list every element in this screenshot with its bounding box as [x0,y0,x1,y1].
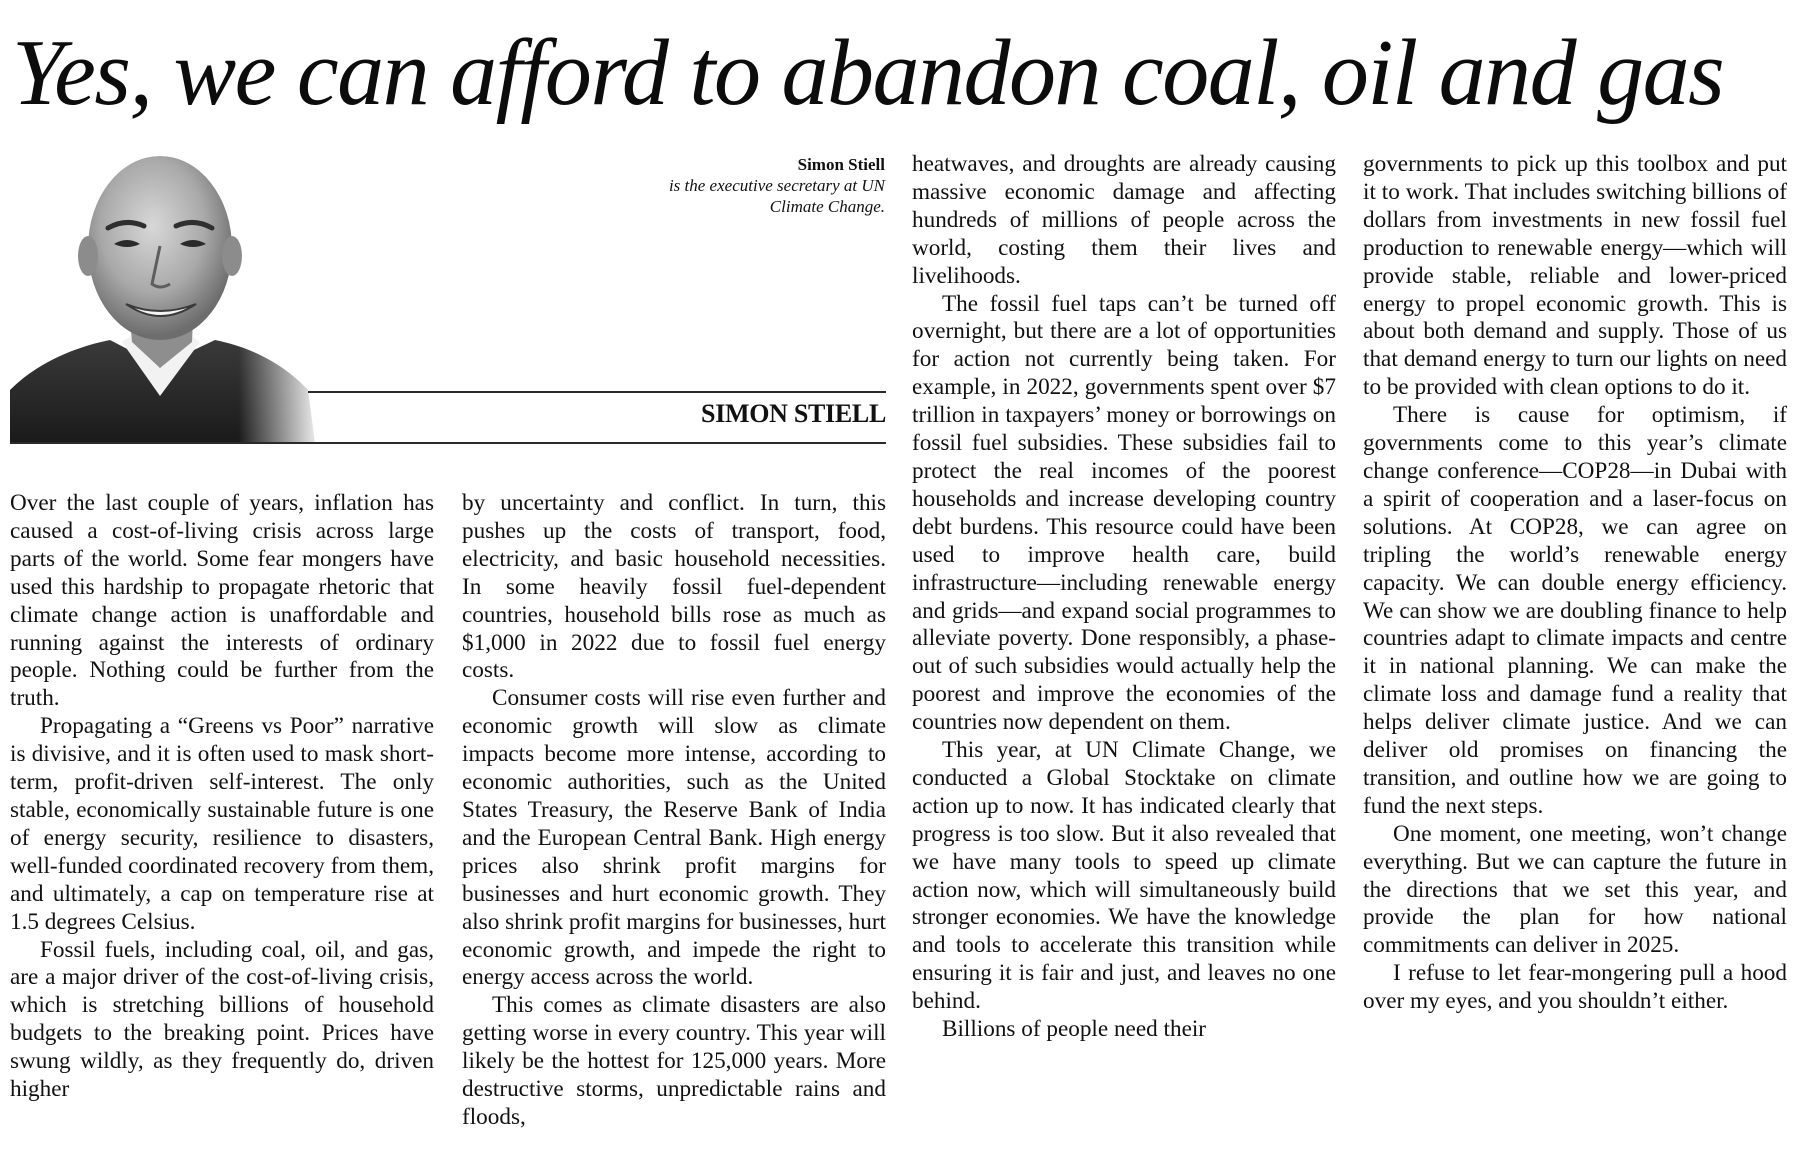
article-column-1 [10,490,434,1104]
paragraph: Propagating a “Greens vs Poor” narrative is divisive, and it is often used to mask short-term, profit-driven self-interest. The only stable, economically sustainable future is one of energy security, resilience to disasters, well-funded coordinated recovery from them, and ultimately, a cap on temperature rise at 1.5 degrees Celsius. [10,713,434,935]
author-credit-role-line2: Climate Change. [769,197,885,216]
article-column-2 [462,490,886,1132]
byline-rule-bottom [10,442,886,444]
paragraph: governments to pick up this toolbox and put it to work. That includes switching billions of dollars from investments in new fossil fuel production to renewable energy—which will provide stable, reliable and lower-priced energy to propel economic growth. This is about both demand and supply. Those of us that demand energy to turn our lights on need to be provided with clean options to do it. [1363,151,1787,401]
paragraph: Consumer costs will rise even further and economic growth will slow as climate impacts become more intense, according to economic authorities, such as the United States Treasury, the Reserve Bank of India and the European Central Bank. High energy prices also shrink profit margins for businesses and hurt economic growth. They also shrink profit margins for businesses, hurt economic growth, and impede the right to energy access across the world. [462,685,886,991]
author-credit-name: Simon Stiell [797,155,885,174]
paragraph: I refuse to let fear-mongering pull a hood over my eyes, and you shouldn’t either. [1363,960,1787,1015]
paragraph: There is cause for optimism, if governments come to this year’s climate change conference—COP28—in Dubai with a spirit of cooperation and a laser-focus on solutions. At COP28, we can agree on tripling the world’s renewable energy capacity. We can double energy efficiency. We can show we are doubling finance to help countries adapt to climate impacts and centre it in national planning. We can make the climate loss and damage fund a reality that helps deliver climate justice. And we can deliver old promises on financing the transition, and outline how we are going to fund the next steps. [1363,402,1787,819]
paragraph: This year, at UN Climate Change, we conducted a Global Stocktake on climate action up to now. It has indicated clearly that progress is too slow. But it also revealed that we have many tools to speed up climate action now, which will simultaneously build stronger economies. We have the knowledge and tools to accelerate this transition while ensuring it is fair and just, and leaves no one behind. [912,737,1336,1015]
paragraph: by uncertainty and conflict. In turn, this pushes up the costs of transport, food, electricity, and basic household necessities. In some heavily fossil fuel-dependent countries, household bills rose as much as $1,000 in 2022 due to fossil fuel energy costs. [462,490,886,684]
paragraph: Fossil fuels, including coal, oil, and gas, are a major driver of the cost-of-living crisis, which is stretching billions of household budgets to the breaking point. Prices have swung wildly, as they frequently do, driven higher [10,936,434,1103]
byline: SIMON STIELL [701,399,886,428]
author-credit [560,154,885,217]
paragraph: Billions of people need their [942,1016,1207,1043]
paragraph: heatwaves, and droughts are already causing massive economic damage and affecting hundreds of millions of people across the world, costing them their lives and livelihoods. [912,151,1336,289]
author-portrait-photo [10,128,315,443]
paragraph: One moment, one meeting, won’t change everything. But we can capture the future in the directions that we set this year, and provide the plan for how national commitments can deliver in 2025. [1363,820,1787,959]
article-column-4 [1363,151,1787,1016]
author-portrait [10,128,315,443]
paragraph: Over the last couple of years, inflation has caused a cost-of-living crisis across large parts of the world. Some fear mongers have used this hardship to propagate rhetoric that climate change action is unaffordable and running against the interests of ordinary people. Nothing could be further from the truth. [10,490,434,712]
headline: Yes, we can afford to abandon coal, oil and gas [12,21,1724,125]
article-column-3 [912,151,1336,1044]
author-credit-role-line1: is the executive secretary at UN [668,176,885,195]
byline-rule-top [308,391,886,393]
paragraph: The fossil fuel taps can’t be turned off overnight, but there are a lot of opportunities for action not currently being taken. For example, in 2022, governments spent over $7 trillion in taxpayers’ money or borrowings on fossil fuel subsidies. These subsidies fail to protect the real incomes of the poorest households and increase developing country debt burdens. This resource could have been used to improve health care, build infrastructure—including renewable energy and grids—and expand social programmes to alleviate poverty. Done responsibly, a phase-out of such subsidies would actually help the poorest and improve the economies of the countries now dependent on them. [912,290,1336,736]
paragraph: This comes as climate disasters are also getting worse in every country. This year will likely be the hottest for 125,000 years. More destructive storms, unpredictable rains and floods, [462,992,886,1130]
